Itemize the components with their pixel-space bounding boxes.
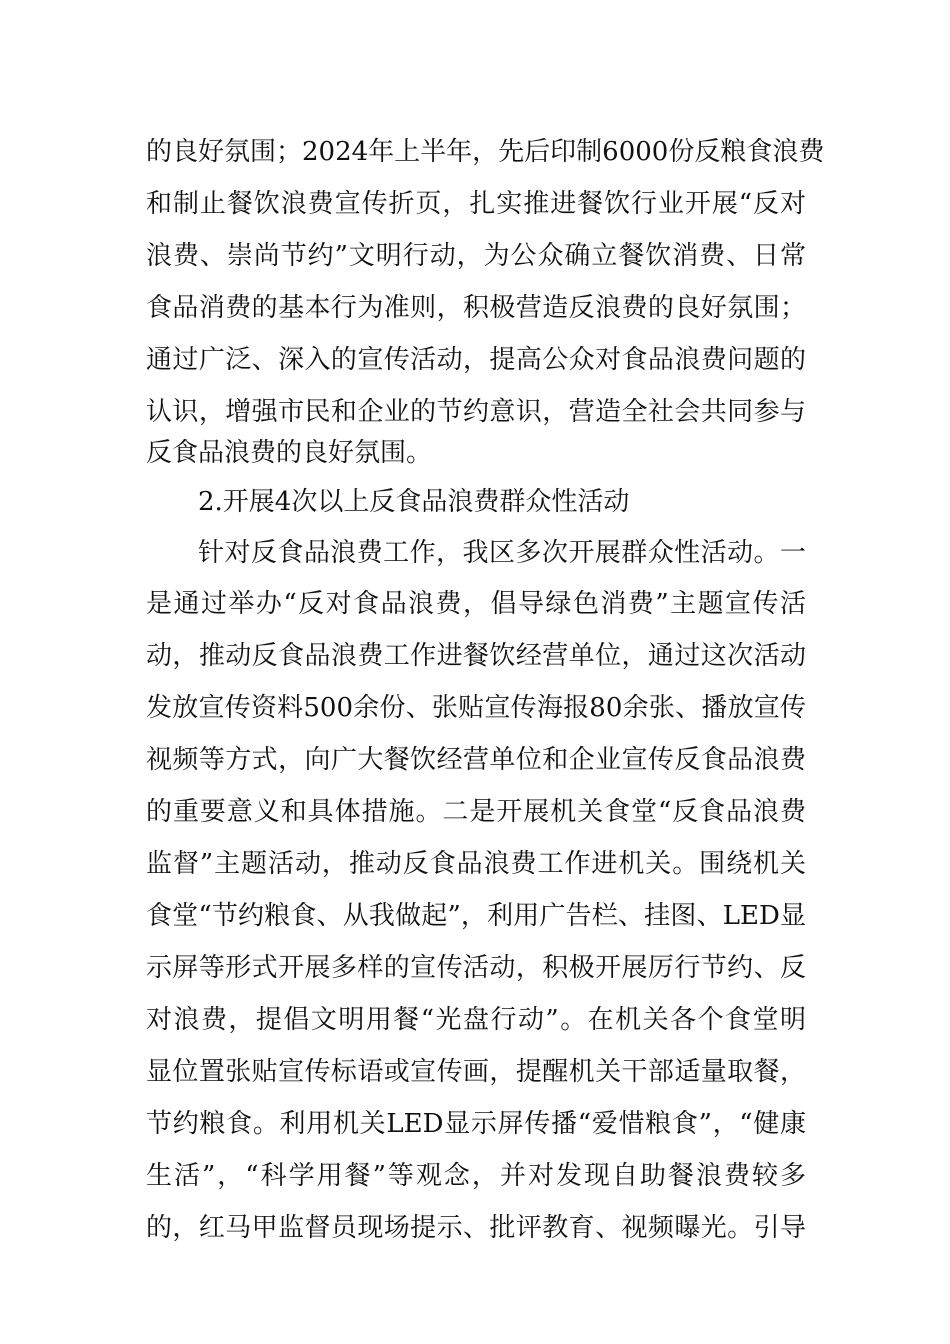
paragraph-line: 是通过举办“反对食品浪费，倡导绿色消费”主题宣传活: [146, 589, 806, 619]
paragraph-line: 动，推动反食品浪费工作进餐饮经营单位，通过这次活动: [146, 641, 806, 671]
paragraph-line: 浪费、崇尚节约”文明行动，为公众确立餐饮消费、日常: [146, 241, 806, 271]
paragraph-line: 节约粮食。利用机关LED显示屏传播“爱惜粮食”，“健康: [146, 1109, 806, 1139]
paragraph-line: 和制止餐饮浪费宣传折页，扎实推进餐饮行业开展“反对: [146, 189, 806, 219]
section-heading: 2.开展4次以上反食品浪费群众性活动: [198, 487, 630, 517]
paragraph-line: 视频等方式，向广大餐饮经营单位和企业宣传反食品浪费: [146, 745, 806, 775]
paragraph-line: 食堂“节约粮食、从我做起”，利用广告栏、挂图、LED显: [146, 901, 806, 931]
paragraph-line: 食品消费的基本行为准则，积极营造反浪费的良好氛围；: [146, 293, 806, 323]
paragraph-line: 的良好氛围；2024年上半年，先后印制6000份反粮食浪费: [146, 137, 825, 167]
paragraph-line: 发放宣传资料500余份、张贴宣传海报80余张、播放宣传: [146, 693, 806, 723]
paragraph-first-line: 针对反食品浪费工作，我区多次开展群众性活动。一: [198, 538, 806, 568]
paragraph-line: 监督”主题活动，推动反食品浪费工作进机关。围绕机关: [146, 849, 806, 879]
paragraph-line: 的重要意义和具体措施。二是开展机关食堂“反食品浪费: [146, 797, 806, 827]
paragraph-line: 显位置张贴宣传标语或宣传画，提醒机关干部适量取餐，: [146, 1057, 806, 1087]
paragraph-line: 的，红马甲监督员现场提示、批评教育、视频曝光。引导: [146, 1213, 806, 1243]
paragraph-line: 通过广泛、深入的宣传活动，提高公众对食品浪费问题的: [146, 345, 806, 375]
paragraph-line: 对浪费，提倡文明用餐“光盘行动”。在机关各个食堂明: [146, 1005, 806, 1035]
paragraph-line: 生活”，“科学用餐”等观念，并对发现自助餐浪费较多: [146, 1161, 806, 1191]
paragraph-line: 认识，增强市民和企业的节约意识，营造全社会共同参与: [146, 397, 806, 427]
paragraph-last-line: 反食品浪费的良好氛围。: [146, 438, 433, 468]
paragraph-line: 示屏等形式开展多样的宣传活动，积极开展厉行节约、反: [146, 953, 806, 983]
